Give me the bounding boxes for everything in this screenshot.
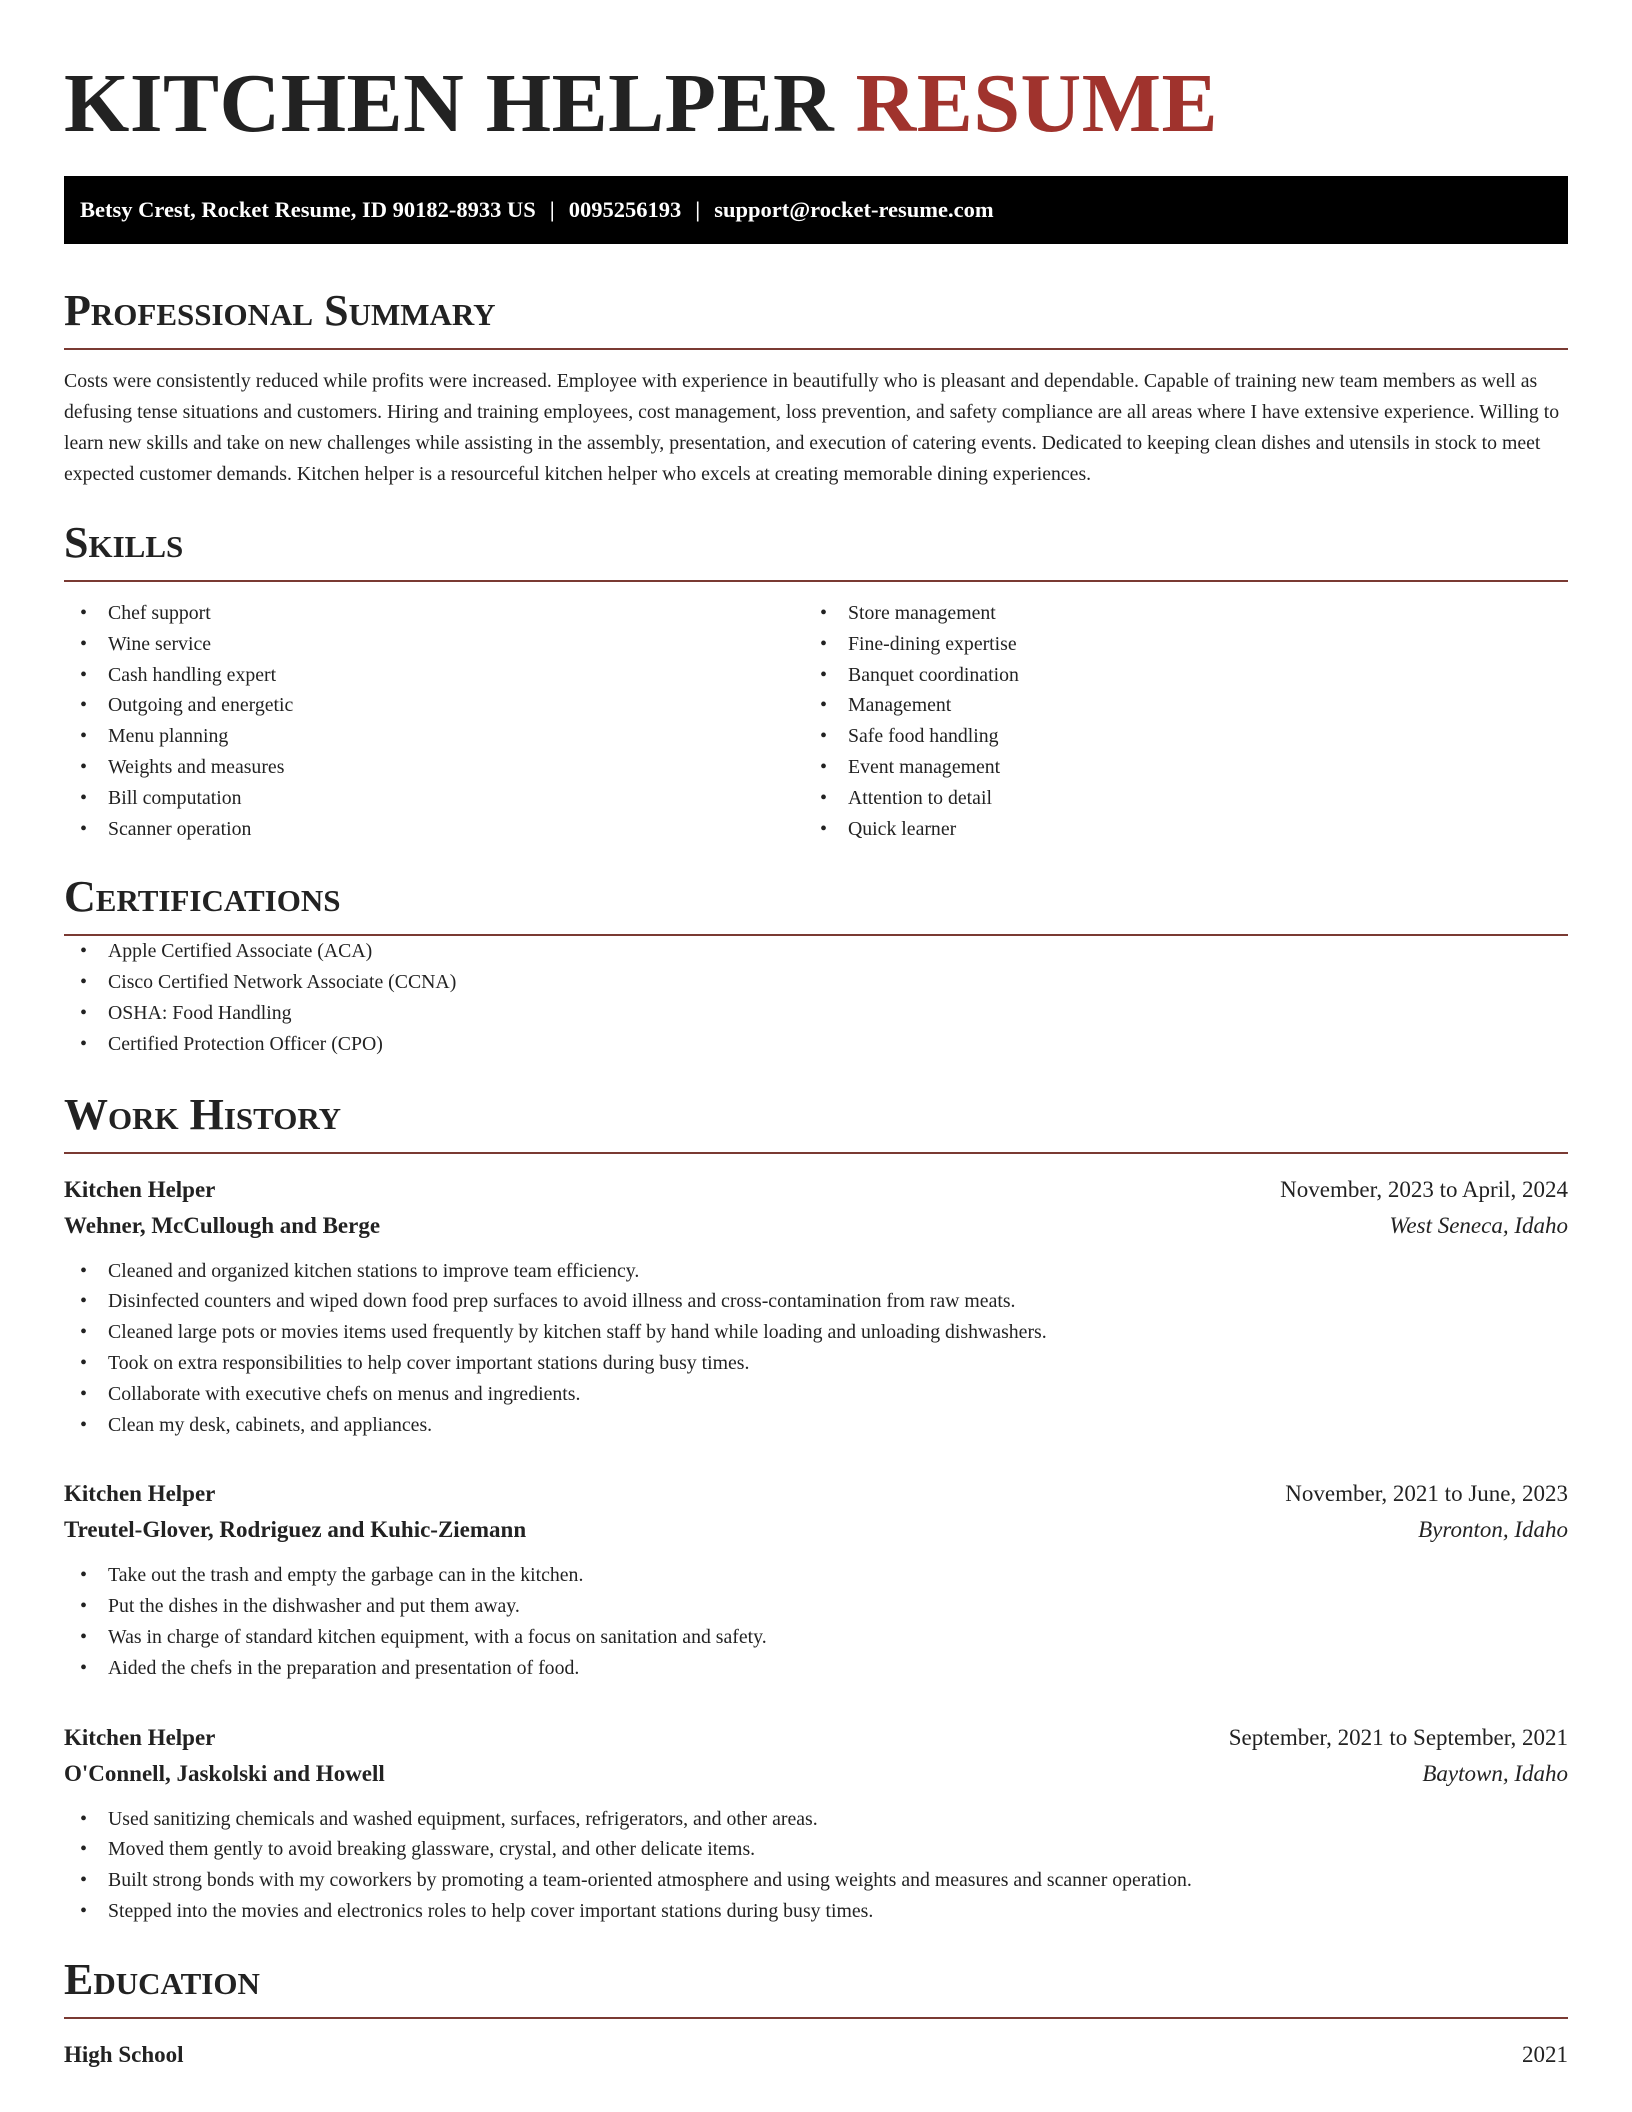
skill-item: • Scanner operation xyxy=(64,814,804,845)
skills-right-list xyxy=(804,598,1544,844)
certification-item: • Apple Certified Associate (ACA) xyxy=(64,936,1568,967)
skill-item: • Wine service xyxy=(64,629,804,660)
work-history-heading: Work History xyxy=(64,1090,1568,1154)
job-duty-item: • Built strong bonds with my coworkers by promoting a team-oriented atmosphere and using weights and measures and scanner operation. xyxy=(64,1865,1568,1896)
job-entry xyxy=(64,1172,1568,1441)
contact-bar xyxy=(64,176,1568,244)
job-duty-item: • Clean my desk, cabinets, and appliances. xyxy=(64,1410,1568,1441)
summary-heading: Professional Summary xyxy=(64,286,1568,350)
job-dates: November, 2021 to June, 2023 xyxy=(1285,1481,1568,1507)
contact-address: Betsy Crest, Rocket Resume, ID 90182-8933 US xyxy=(80,197,536,222)
certification-item: • Cisco Certified Network Associate (CCNA) xyxy=(64,967,1568,998)
job-duty-item: • Took on extra responsibilities to help cover important stations during busy times. xyxy=(64,1348,1568,1379)
summary-text: Costs were consistently reduced while profits were increased. Employee with experience in beautifully who is pleasant and dependable. Capable of training new team members as well as defusing tense situations and customers. Hiring and training employees, cost management, loss prevention, and safety compliance are all areas where I have extensive experience. Willing to learn new skills and take on new challenges while assisting in the assembly, presentation, and execution of catering events. Dedicated to keeping clean dishes and utensils in stock to meet expected customer demands. Kitchen helper is a resourceful kitchen helper who excels at creating memorable dining experiences. xyxy=(64,370,1560,485)
skills-left-list xyxy=(64,598,804,844)
job-duty-item: • Moved them gently to avoid breaking glassware, crystal, and other delicate items. xyxy=(64,1834,1568,1865)
job-location: West Seneca, Idaho xyxy=(1389,1212,1568,1238)
job-title: Kitchen Helper xyxy=(64,1481,216,1507)
work-history-list xyxy=(64,1172,1568,1927)
job-title: Kitchen Helper xyxy=(64,1176,216,1202)
job-duty-item: • Collaborate with executive chefs on menus and ingredients. xyxy=(64,1379,1568,1410)
skills-heading: Skills xyxy=(64,518,1568,582)
job-header-row xyxy=(64,1476,1568,1512)
education-year: 2021 xyxy=(1522,2041,1568,2067)
job-duty-item: • Disinfected counters and wiped down food prep surfaces to avoid illness and cross-contamination from raw meats. xyxy=(64,1286,1568,1317)
job-duty-item: • Was in charge of standard kitchen equipment, with a focus on sanitation and safety. xyxy=(64,1622,1568,1653)
job-duty-item: • Cleaned and organized kitchen stations to improve team efficiency. xyxy=(64,1256,1568,1287)
job-entry xyxy=(64,1476,1568,1683)
skills-column-left xyxy=(64,598,804,844)
skill-item: • Weights and measures xyxy=(64,752,804,783)
certifications-list xyxy=(64,936,1568,1059)
skills-list xyxy=(64,598,1568,844)
certification-item: • OSHA: Food Handling xyxy=(64,998,1568,1029)
job-duties-list xyxy=(64,1804,1568,1927)
job-company-row xyxy=(64,1208,1568,1244)
job-company-row xyxy=(64,1512,1568,1548)
title-accent: RESUME xyxy=(855,57,1219,150)
certifications-heading: Certifications xyxy=(64,872,1568,936)
job-company: O'Connell, Jaskolski and Howell xyxy=(64,1760,385,1786)
education-heading: Education xyxy=(64,1955,1568,2019)
skills-column-right xyxy=(804,598,1544,844)
resume-title xyxy=(64,56,1568,152)
job-location: Byronton, Idaho xyxy=(1418,1517,1568,1543)
job-entry xyxy=(64,1720,1568,1927)
skill-item: • Management xyxy=(804,690,1544,721)
job-location: Baytown, Idaho xyxy=(1422,1760,1568,1786)
job-dates: November, 2023 to April, 2024 xyxy=(1280,1176,1568,1202)
job-company-row xyxy=(64,1756,1568,1792)
job-duties-list xyxy=(64,1256,1568,1441)
skill-item: • Quick learner xyxy=(804,814,1544,845)
skill-item: • Outgoing and energetic xyxy=(64,690,804,721)
job-header-row xyxy=(64,1720,1568,1756)
education-title: High School xyxy=(64,2041,184,2067)
skill-item: • Cash handling expert xyxy=(64,660,804,691)
job-duty-item: • Stepped into the movies and electronics roles to help cover important stations during busy times. xyxy=(64,1896,1568,1927)
certification-item: • Certified Protection Officer (CPO) xyxy=(64,1029,1568,1060)
skill-item: • Banquet coordination xyxy=(804,660,1544,691)
job-duty-item: • Aided the chefs in the preparation and presentation of food. xyxy=(64,1653,1568,1684)
contact-separator: | xyxy=(695,197,701,222)
job-title: Kitchen Helper xyxy=(64,1724,216,1750)
skill-item: • Chef support xyxy=(64,598,804,629)
education-entry xyxy=(64,2037,1568,2073)
contact-separator: | xyxy=(549,197,555,222)
job-company: Treutel-Glover, Rodriguez and Kuhic-Ziemann xyxy=(64,1517,527,1543)
job-duty-item: • Take out the trash and empty the garbage can in the kitchen. xyxy=(64,1560,1568,1591)
job-header-row xyxy=(64,1172,1568,1208)
job-company: Wehner, McCullough and Berge xyxy=(64,1212,381,1238)
skill-item: • Attention to detail xyxy=(804,783,1544,814)
skill-item: • Store management xyxy=(804,598,1544,629)
job-dates: September, 2021 to September, 2021 xyxy=(1228,1724,1568,1750)
skill-item: • Fine-dining expertise xyxy=(804,629,1544,660)
skill-item: • Bill computation xyxy=(64,783,804,814)
contact-phone: 0095256193 xyxy=(568,197,682,222)
skill-item: • Menu planning xyxy=(64,721,804,752)
job-duty-item: • Put the dishes in the dishwasher and put them away. xyxy=(64,1591,1568,1622)
contact-email[interactable]: support@rocket-resume.com xyxy=(714,197,994,222)
job-duty-item: • Cleaned large pots or movies items used frequently by kitchen staff by hand while loading and unloading dishwashers. xyxy=(64,1317,1568,1348)
resume-page xyxy=(64,0,1568,2073)
skill-item: • Event management xyxy=(804,752,1544,783)
skill-item: • Safe food handling xyxy=(804,721,1544,752)
title-main: KITCHEN HELPER xyxy=(64,57,835,150)
job-duties-list xyxy=(64,1560,1568,1683)
job-duty-item: • Used sanitizing chemicals and washed equipment, surfaces, refrigerators, and other areas. xyxy=(64,1804,1568,1835)
